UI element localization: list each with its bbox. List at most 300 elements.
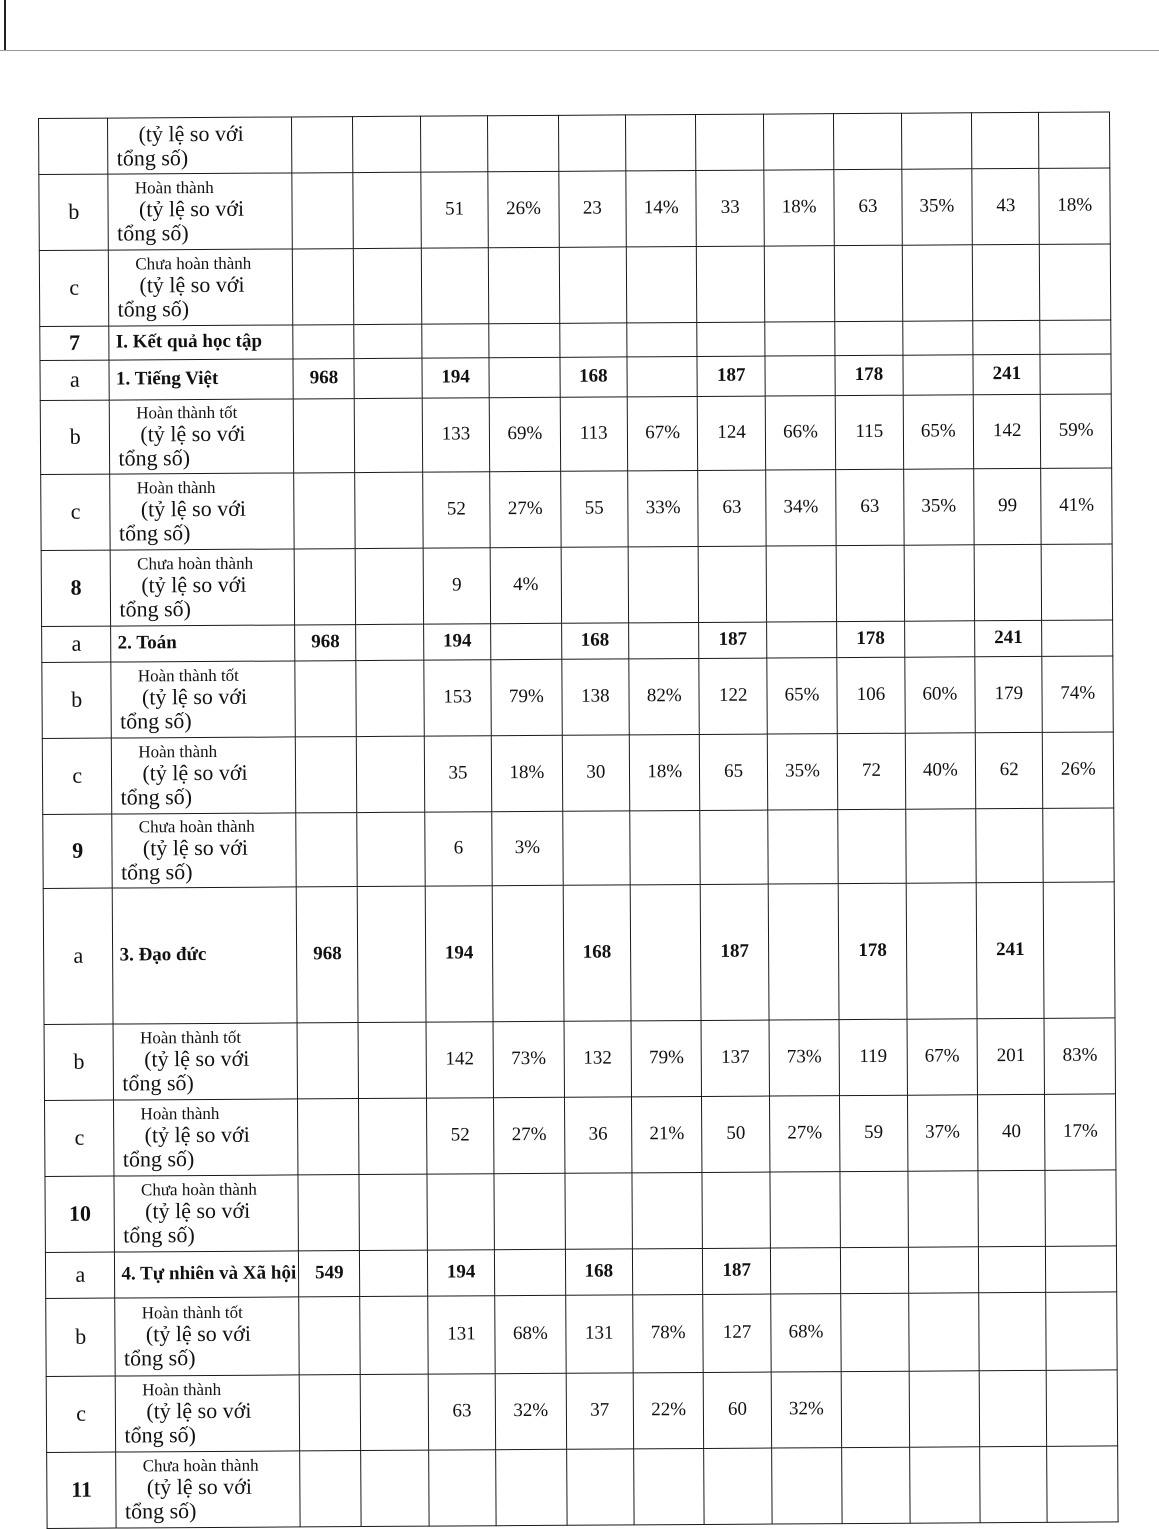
- count-cell: [972, 112, 1040, 168]
- count-cell: 142: [973, 394, 1041, 468]
- percent-cell: [1040, 244, 1111, 320]
- row-index-cell: 9: [43, 814, 113, 888]
- count-cell: 187: [697, 356, 765, 396]
- count-cell: 99: [974, 468, 1042, 544]
- empty-cell: [357, 812, 425, 886]
- count-cell: [972, 244, 1040, 320]
- count-cell: [974, 544, 1042, 620]
- count-cell: [840, 1171, 908, 1247]
- criteria-line: (tỷ lệ so với: [141, 683, 248, 710]
- criteria-line: tổng số): [119, 596, 191, 622]
- percent-cell: [902, 245, 973, 321]
- count-cell: 6: [425, 812, 493, 886]
- criteria-line: tổng số): [117, 296, 190, 322]
- percent-cell: [629, 622, 700, 658]
- criteria-line: (tỷ lệ so với: [140, 495, 247, 522]
- empty-cell: [358, 1022, 426, 1098]
- empty-cell: [358, 886, 426, 1022]
- criteria-line: Hoàn thành tốt: [141, 1302, 243, 1323]
- row-index-cell: b: [39, 174, 109, 250]
- percent-cell: [901, 113, 972, 169]
- criteria-heading-cell: 1. Tiếng Việt: [109, 359, 293, 400]
- count-cell: [420, 116, 488, 172]
- percent-cell: [770, 1248, 841, 1294]
- table-row: [46, 1292, 1117, 1377]
- percent-cell: [768, 884, 839, 1020]
- table-row: [43, 882, 1115, 1025]
- percent-cell: 83%: [1044, 1018, 1115, 1094]
- percent-cell: 67%: [627, 396, 698, 470]
- count-cell: 194: [427, 1250, 495, 1296]
- criteria-line: tổng số): [118, 445, 191, 471]
- percent-cell: [628, 546, 699, 622]
- criteria-line: Hoàn thành: [134, 177, 214, 198]
- percent-cell: [488, 247, 559, 323]
- percent-cell: 74%: [1042, 656, 1113, 732]
- percent-cell: [1046, 1246, 1117, 1292]
- percent-cell: 73%: [769, 1020, 840, 1096]
- count-cell: 35: [424, 736, 492, 812]
- criteria-line: (tỷ lệ so với: [142, 759, 248, 786]
- count-cell: 63: [698, 470, 766, 546]
- criteria-description-cell: [116, 1451, 300, 1528]
- count-cell: 33: [696, 170, 764, 246]
- percent-cell: 82%: [629, 658, 700, 734]
- count-cell: [978, 1246, 1046, 1292]
- count-cell: 9: [423, 548, 491, 624]
- percent-cell: [630, 810, 701, 884]
- row-index-cell: c: [39, 250, 109, 326]
- percent-cell: [764, 246, 835, 322]
- percent-cell: [765, 356, 836, 396]
- criteria-line: Chưa hoàn thành: [142, 1455, 259, 1476]
- count-cell: 55: [560, 471, 628, 547]
- table-row: [42, 656, 1113, 739]
- count-cell: 62: [975, 732, 1043, 808]
- count-cell: [699, 546, 767, 622]
- count-cell: [561, 547, 629, 623]
- count-cell: 52: [426, 1098, 494, 1174]
- empty-cell: [356, 624, 424, 660]
- criteria-line: Chưa hoàn thành: [135, 253, 252, 274]
- count-cell: 65: [700, 734, 768, 810]
- count-cell: [835, 321, 903, 355]
- count-cell: [841, 1371, 909, 1447]
- percent-cell: 32%: [495, 1373, 566, 1449]
- row-index-cell: 8: [41, 550, 111, 626]
- count-cell: 194: [422, 358, 490, 398]
- total-cell: [296, 813, 358, 887]
- percent-cell: [630, 884, 701, 1020]
- percent-cell: [494, 1173, 565, 1249]
- table-row: [43, 808, 1114, 889]
- count-cell: 60: [704, 1372, 772, 1448]
- criteria-description-cell: [108, 173, 292, 250]
- count-cell: [979, 1292, 1047, 1370]
- percent-cell: 65%: [903, 395, 974, 469]
- table-row: [42, 732, 1113, 815]
- total-cell: [292, 117, 354, 173]
- count-cell: [835, 245, 903, 321]
- percent-cell: [1039, 112, 1110, 168]
- criteria-line: tổng số): [118, 520, 191, 546]
- percent-cell: 40%: [905, 733, 976, 809]
- percent-cell: 17%: [1045, 1094, 1116, 1170]
- criteria-description-cell: [108, 117, 292, 174]
- total-cell: [297, 1023, 359, 1099]
- row-index-cell: c: [45, 1100, 115, 1176]
- empty-cell: [359, 1098, 427, 1174]
- criteria-line: Hoàn thành: [140, 1103, 220, 1124]
- count-cell: 72: [838, 733, 906, 809]
- count-cell: 52: [422, 472, 490, 548]
- empty-cell: [360, 1250, 428, 1296]
- table-row: [40, 394, 1111, 475]
- percent-cell: [904, 621, 975, 657]
- percent-cell: 60%: [904, 657, 975, 733]
- total-cell: 549: [299, 1251, 361, 1297]
- empty-cell: [354, 358, 422, 398]
- criteria-heading-cell: 3. Đạo đức: [113, 887, 298, 1024]
- percent-cell: [908, 1247, 979, 1293]
- count-cell: 132: [564, 1021, 632, 1097]
- table-row: [39, 244, 1110, 327]
- percent-cell: [495, 1249, 566, 1295]
- criteria-line: tổng số): [124, 1422, 197, 1448]
- count-cell: 131: [428, 1296, 496, 1374]
- count-cell: 201: [977, 1018, 1045, 1094]
- scan-left-edge: [0, 0, 6, 50]
- percent-cell: 14%: [626, 170, 697, 246]
- row-index-cell: 11: [47, 1452, 117, 1528]
- total-cell: [295, 737, 357, 813]
- count-cell: [841, 1247, 909, 1293]
- criteria-line: tổng số): [116, 145, 189, 171]
- count-cell: [559, 247, 627, 323]
- empty-cell: [356, 548, 424, 624]
- results-table: [38, 111, 1119, 1529]
- row-index-cell: b: [40, 400, 110, 474]
- count-cell: 115: [835, 395, 903, 469]
- row-index-cell: a: [45, 1252, 115, 1298]
- count-cell: 43: [972, 168, 1040, 244]
- criteria-line: (tỷ lệ so với: [145, 1197, 251, 1224]
- percent-cell: [496, 1449, 567, 1525]
- total-cell: [299, 1375, 361, 1451]
- count-cell: [842, 1447, 910, 1523]
- row-index-cell: b: [42, 662, 112, 738]
- count-cell: [558, 115, 626, 171]
- count-cell: 168: [560, 357, 628, 397]
- criteria-line: Hoàn thành tốt: [136, 402, 238, 423]
- percent-cell: 18%: [491, 735, 562, 811]
- criteria-line: (tỷ lệ so với: [146, 1397, 252, 1424]
- criteria-heading-cell: 2. Toán: [111, 625, 295, 662]
- percent-cell: [770, 1172, 841, 1248]
- count-cell: 138: [561, 659, 629, 735]
- percent-cell: [1040, 354, 1111, 394]
- percent-cell: [771, 1448, 842, 1524]
- empty-cell: [356, 660, 424, 736]
- criteria-line: (tỷ lệ so với: [140, 420, 246, 447]
- count-cell: 168: [565, 1249, 633, 1295]
- table-row: [39, 112, 1110, 175]
- percent-cell: [1046, 1292, 1117, 1370]
- empty-cell: [355, 472, 423, 548]
- criteria-line: (tỷ lệ so với: [144, 1121, 250, 1148]
- percent-cell: 69%: [489, 397, 560, 471]
- criteria-description-cell: [109, 249, 293, 326]
- results-table-wrapper: [38, 111, 1118, 1524]
- percent-cell: 35%: [903, 469, 974, 545]
- count-cell: [700, 810, 768, 884]
- percent-cell: [765, 322, 836, 356]
- percent-cell: 68%: [495, 1295, 566, 1373]
- table-row: [45, 1246, 1116, 1299]
- percent-cell: 27%: [490, 471, 561, 547]
- percent-cell: 18%: [764, 170, 835, 246]
- count-cell: [702, 1172, 770, 1248]
- percent-cell: [903, 355, 974, 395]
- count-cell: [427, 1174, 495, 1250]
- criteria-line: Hoàn thành: [138, 741, 218, 762]
- percent-cell: 18%: [629, 734, 700, 810]
- row-index-cell: c: [42, 738, 112, 814]
- criteria-description-cell: [112, 737, 296, 814]
- count-cell: [697, 322, 765, 356]
- percent-cell: [1045, 1170, 1116, 1246]
- criteria-line: Chưa hoàn thành: [138, 816, 255, 837]
- count-cell: 194: [425, 886, 493, 1022]
- count-cell: 63: [428, 1374, 496, 1450]
- criteria-line: (tỷ lệ so với: [142, 834, 249, 861]
- percent-cell: [634, 1448, 705, 1524]
- empty-cell: [354, 324, 422, 358]
- total-cell: [293, 399, 355, 473]
- criteria-line: tổng số): [120, 859, 193, 885]
- count-cell: 178: [835, 355, 903, 395]
- criteria-line: (tỷ lệ so với: [139, 271, 245, 298]
- count-cell: [836, 545, 904, 621]
- count-cell: [428, 1450, 496, 1526]
- percent-cell: 32%: [771, 1372, 842, 1448]
- total-cell: [292, 249, 354, 325]
- criteria-line: (tỷ lệ so với: [144, 1045, 250, 1072]
- row-index-cell: c: [41, 474, 111, 550]
- criteria-line: Chưa hoàn thành: [140, 1179, 257, 1200]
- criteria-description-cell: [114, 1099, 298, 1176]
- count-cell: [422, 324, 490, 358]
- row-index-cell: 7: [40, 326, 110, 360]
- scan-top-edge: [0, 0, 1159, 51]
- percent-cell: [489, 357, 560, 397]
- percent-cell: 34%: [765, 470, 836, 546]
- percent-cell: [1042, 620, 1113, 656]
- total-cell: [295, 661, 357, 737]
- percent-cell: [627, 356, 698, 396]
- percent-cell: 21%: [631, 1096, 702, 1172]
- count-cell: 131: [565, 1295, 633, 1373]
- criteria-line: (tỷ lệ so với: [138, 120, 244, 147]
- criteria-line: Hoàn thành tốt: [137, 665, 239, 686]
- row-index-cell: c: [46, 1376, 116, 1452]
- percent-cell: [905, 809, 976, 883]
- percent-cell: [626, 246, 697, 322]
- criteria-description-cell: [116, 1375, 300, 1452]
- count-cell: 137: [701, 1020, 769, 1096]
- percent-cell: [904, 545, 975, 621]
- count-cell: 63: [834, 169, 902, 245]
- criteria-description-cell: [110, 399, 294, 474]
- percent-cell: [627, 322, 698, 356]
- table-row: [46, 1370, 1117, 1453]
- count-cell: 194: [423, 624, 491, 660]
- table-row: [45, 1094, 1116, 1177]
- count-cell: 187: [701, 884, 769, 1020]
- percent-cell: [766, 622, 837, 658]
- percent-cell: [1044, 882, 1115, 1018]
- percent-cell: [763, 114, 834, 170]
- table-row: [40, 354, 1111, 401]
- table-row: [39, 168, 1110, 251]
- criteria-line: tổng số): [122, 1070, 194, 1096]
- percent-cell: 68%: [771, 1294, 842, 1372]
- count-cell: 179: [975, 656, 1043, 732]
- percent-cell: [768, 810, 839, 884]
- total-cell: [294, 549, 356, 625]
- total-cell: 968: [295, 625, 356, 661]
- count-cell: 106: [837, 657, 905, 733]
- count-cell: [978, 1170, 1046, 1246]
- empty-cell: [361, 1450, 429, 1526]
- count-cell: [976, 808, 1044, 882]
- count-cell: 63: [836, 469, 904, 545]
- total-cell: [298, 1099, 360, 1175]
- percent-cell: [906, 883, 977, 1019]
- criteria-heading-cell: 4. Tự nhiên và Xã hội: [115, 1251, 299, 1298]
- total-cell: [298, 1175, 360, 1251]
- row-index-cell: b: [44, 1024, 114, 1100]
- empty-cell: [353, 116, 421, 172]
- percent-cell: 27%: [769, 1096, 840, 1172]
- count-cell: 133: [422, 398, 490, 472]
- empty-cell: [355, 398, 423, 472]
- percent-cell: 79%: [631, 1020, 702, 1096]
- count-cell: 119: [839, 1019, 907, 1095]
- count-cell: 36: [564, 1097, 632, 1173]
- criteria-line: (tỷ lệ so với: [141, 571, 247, 598]
- percent-cell: 35%: [767, 734, 838, 810]
- percent-cell: 73%: [493, 1021, 564, 1097]
- table-row: [47, 1446, 1118, 1529]
- percent-cell: 41%: [1041, 468, 1112, 544]
- total-cell: [293, 325, 354, 359]
- total-cell: 968: [293, 359, 354, 399]
- count-cell: 30: [562, 735, 630, 811]
- percent-cell: 59%: [1041, 394, 1112, 468]
- percent-cell: [632, 1172, 703, 1248]
- criteria-heading-cell: I. Kết quả học tập: [109, 325, 293, 360]
- count-cell: 178: [837, 621, 905, 657]
- row-index-cell: a: [42, 626, 112, 662]
- count-cell: [704, 1448, 772, 1524]
- percent-cell: [766, 546, 837, 622]
- criteria-line: tổng số): [123, 1345, 196, 1371]
- percent-cell: 18%: [1039, 168, 1110, 244]
- row-index-cell: [39, 118, 109, 174]
- total-cell: 968: [296, 887, 358, 1023]
- percent-cell: 35%: [901, 169, 972, 245]
- count-cell: 241: [973, 354, 1041, 394]
- criteria-description-cell: [110, 473, 294, 550]
- criteria-line: (tỷ lệ so với: [146, 1473, 252, 1500]
- percent-cell: [489, 323, 560, 357]
- row-index-cell: a: [43, 888, 113, 1024]
- percent-cell: [1040, 320, 1111, 354]
- row-index-cell: b: [46, 1298, 116, 1376]
- count-cell: 122: [699, 658, 767, 734]
- percent-cell: 78%: [633, 1294, 704, 1372]
- count-cell: 59: [840, 1095, 908, 1171]
- count-cell: [421, 248, 489, 324]
- percent-cell: [1043, 808, 1114, 882]
- percent-cell: 27%: [494, 1097, 565, 1173]
- empty-cell: [361, 1374, 429, 1450]
- criteria-description-cell: [114, 1175, 298, 1252]
- empty-cell: [354, 248, 422, 324]
- criteria-line: tổng số): [122, 1146, 195, 1172]
- table-row: [41, 468, 1112, 551]
- criteria-line: (tỷ lệ so với: [145, 1320, 252, 1347]
- count-cell: 241: [976, 882, 1044, 1018]
- criteria-description-cell: [113, 1023, 297, 1100]
- count-cell: 113: [560, 397, 628, 471]
- total-cell: [299, 1297, 361, 1375]
- count-cell: [559, 323, 627, 357]
- table-row: [41, 544, 1112, 627]
- count-cell: [841, 1293, 909, 1371]
- count-cell: 50: [702, 1096, 770, 1172]
- percent-cell: [488, 115, 559, 171]
- table-row: [44, 1018, 1115, 1101]
- percent-cell: [1047, 1446, 1118, 1522]
- count-cell: [565, 1173, 633, 1249]
- count-cell: 187: [703, 1248, 771, 1294]
- percent-cell: 65%: [767, 658, 838, 734]
- percent-cell: 26%: [1043, 732, 1114, 808]
- count-cell: 153: [424, 660, 492, 736]
- percent-cell: 26%: [488, 171, 559, 247]
- count-cell: [697, 246, 765, 322]
- percent-cell: [908, 1171, 979, 1247]
- criteria-line: Hoàn thành tốt: [139, 1027, 242, 1048]
- percent-cell: 33%: [628, 470, 699, 546]
- count-cell: [980, 1446, 1048, 1522]
- percent-cell: [632, 1248, 703, 1294]
- count-cell: 142: [426, 1022, 494, 1098]
- criteria-line: Hoàn thành: [142, 1379, 222, 1400]
- count-cell: [566, 1449, 634, 1525]
- total-cell: [294, 473, 356, 549]
- criteria-line: tổng số): [117, 220, 189, 246]
- empty-cell: [353, 172, 421, 248]
- row-index-cell: 10: [45, 1176, 115, 1252]
- count-cell: 241: [975, 620, 1043, 656]
- percent-cell: [908, 1293, 979, 1371]
- percent-cell: 22%: [633, 1372, 704, 1448]
- total-cell: [300, 1451, 362, 1527]
- count-cell: 23: [558, 171, 626, 247]
